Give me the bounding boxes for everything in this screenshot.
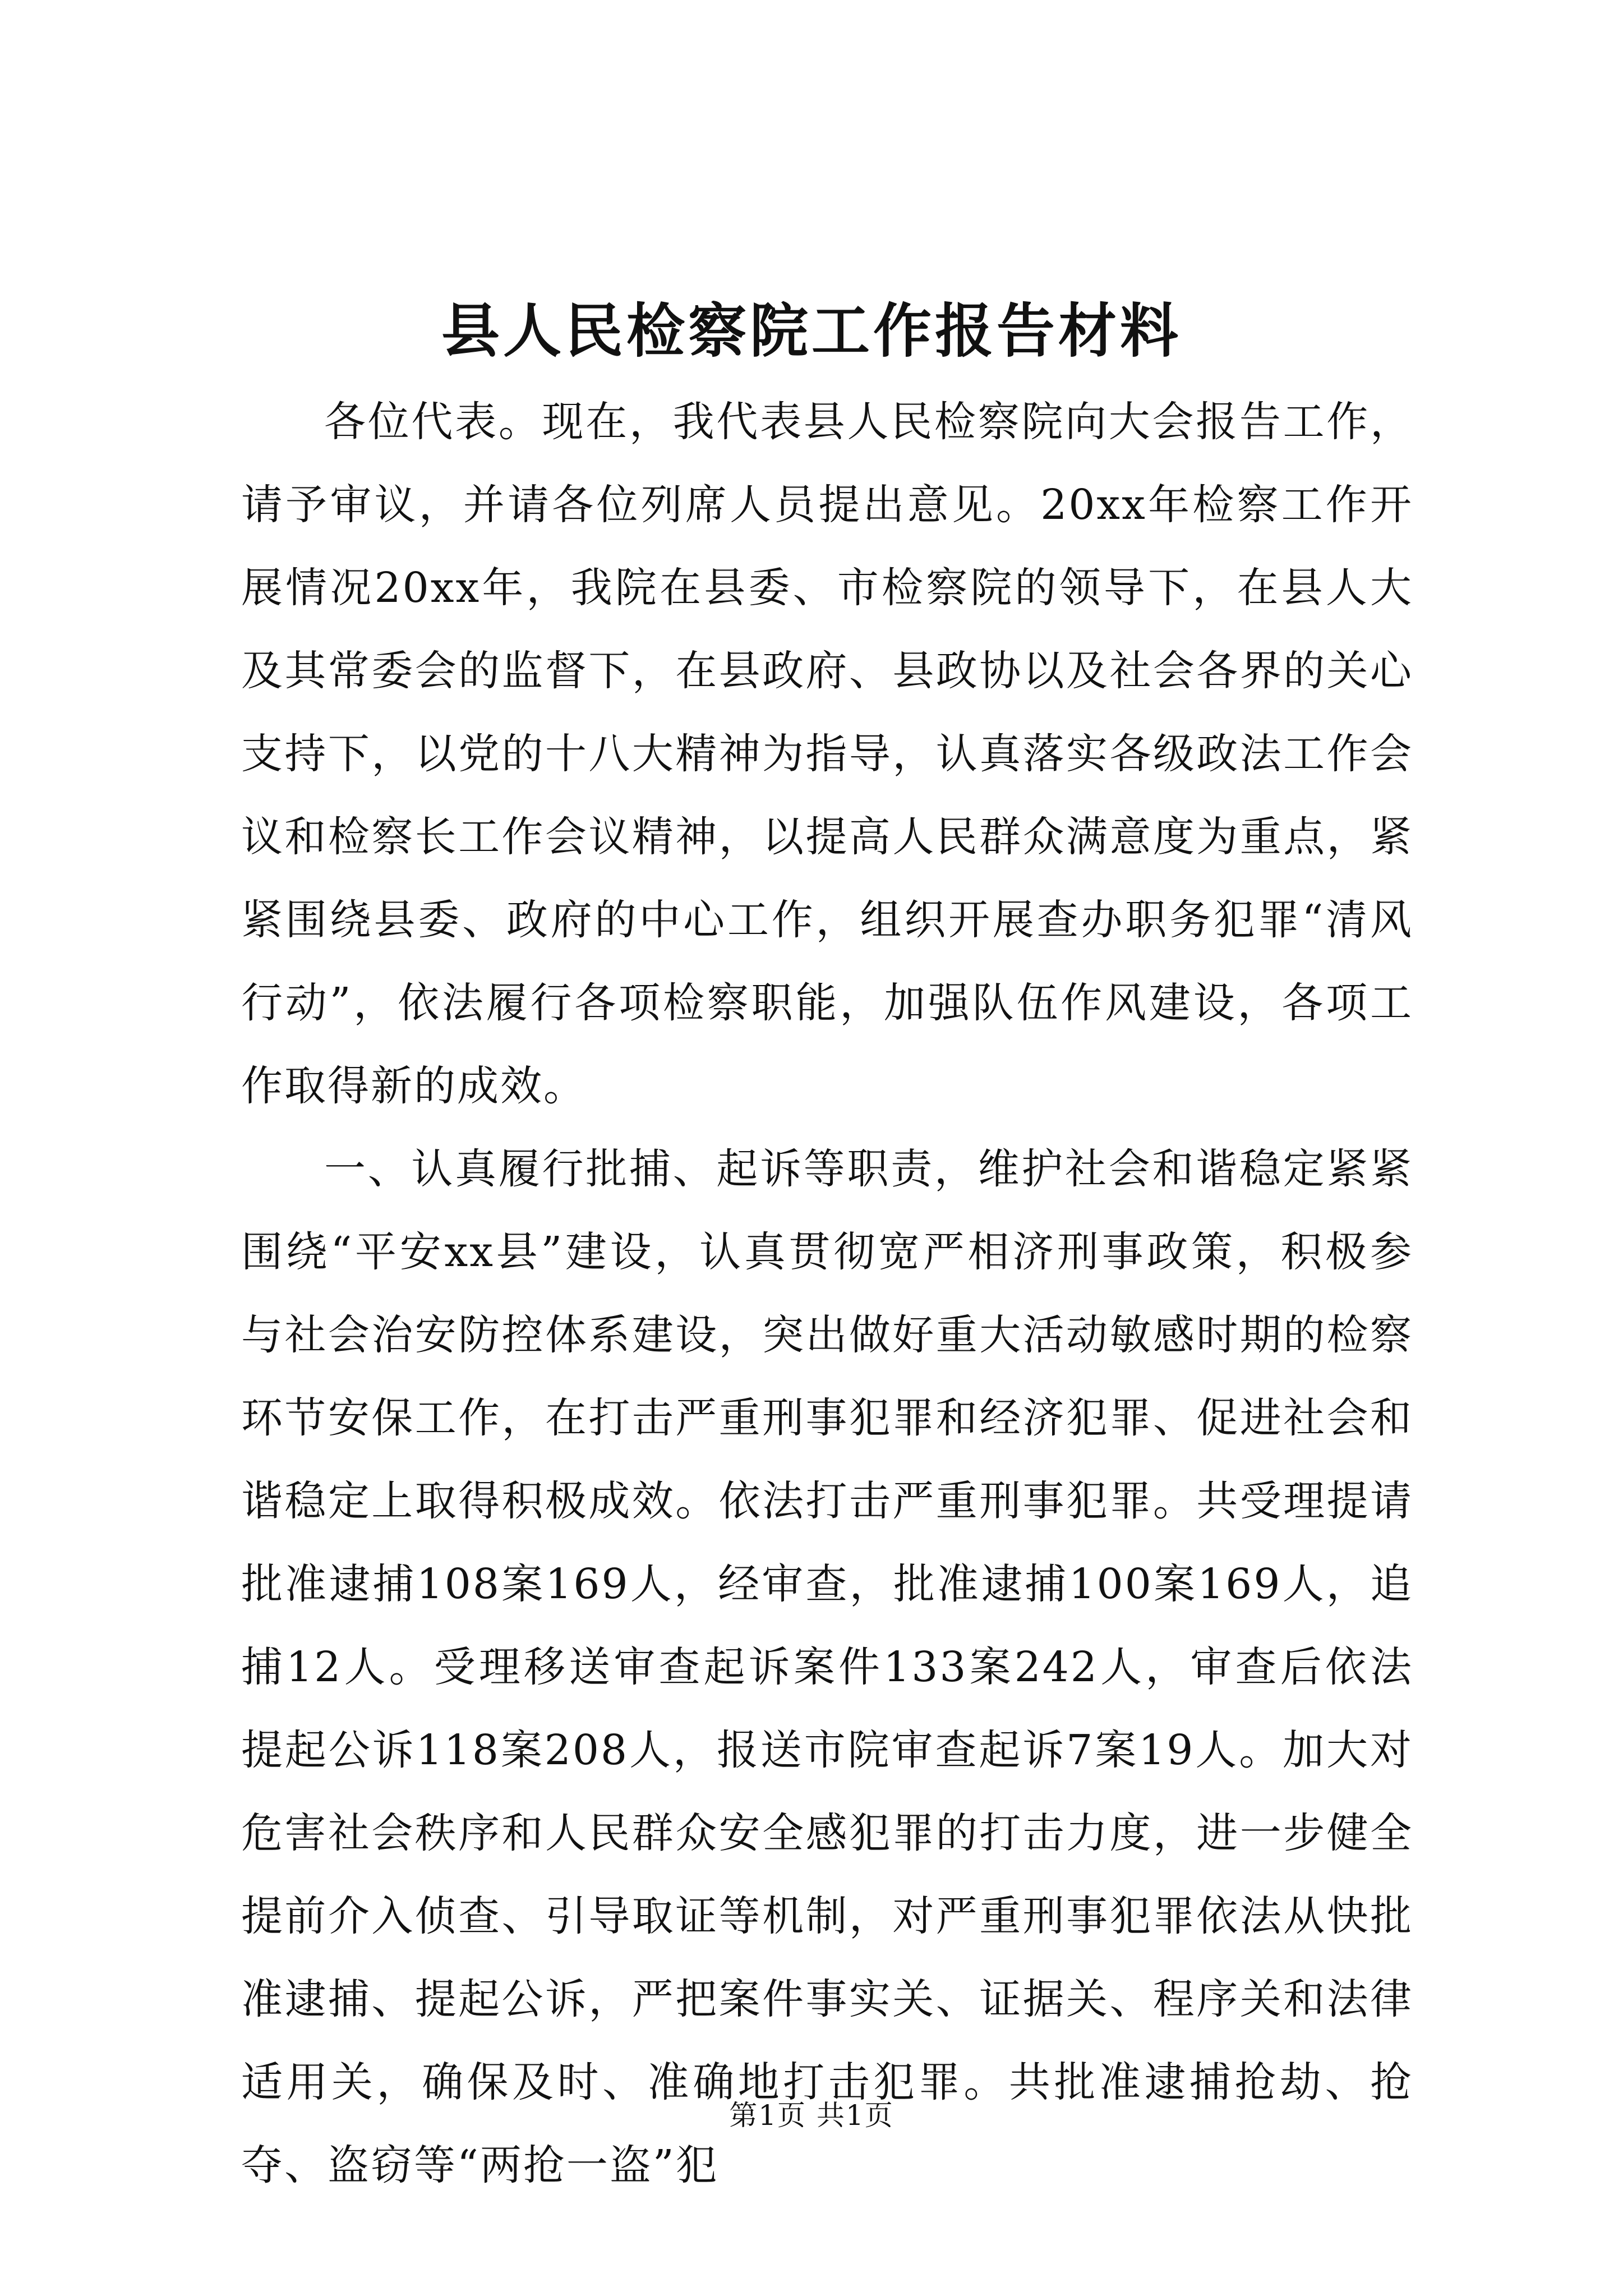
- page-footer: 第1页 共1页: [729, 2099, 894, 2132]
- document-body: [241, 380, 1413, 2207]
- paragraph-section-one: 一、认真履行批捕、起诉等职责，维护社会和谐稳定紧紧围绕“平安xx县”建设，认真贯彻宽严相济刑事政策，积极参与社会治安防控体系建设，突出做好重大活动敏感时期的检察环节安保工作，在打击严重刑事犯罪和经济犯罪、促进社会和谐稳定上取得积极成效。依法打击严重刑事犯罪。共受理提请批准逮捕108案169人，经审查，批准逮捕100案169人，追捕12人。受理移送审查起诉案件133案242人，审查后依法提起公诉118案208人，报送市院审查起诉7案19人。加大对危害社会秩序和人民群众安全感犯罪的打击力度，进一步健全提前介入侦查、引导取证等机制，对严重刑事犯罪依法从快批准逮捕、提起公诉，严把案件事实关、证据关、程序关和法律适用关，确保及时、准确地打击犯罪。共批准逮捕抢劫、抢夺、盗窃等“两抢一盗”犯: [241, 1145, 1413, 2189]
- document-title: 县人民检察院工作报告材料: [441, 296, 1182, 365]
- paragraph-intro: 各位代表。现在，我代表县人民检察院向大会报告工作，请予审议，并请各位列席人员提出意见。20xx年检察工作开展情况20xx年，我院在县委、市检察院的领导下，在县人大及其常委会的监督下，在县政府、县政协以及社会各界的关心支持下，以党的十八大精神为指导，认真落实各级政法工作会议和检察长工作会议精神，以提高人民群众满意度为重点，紧紧围绕县委、政府的中心工作，组织开展查办职务犯罪“清风行动”，依法履行各项检察职能，加强队伍作风建设，各项工作取得新的成效。: [241, 398, 1413, 1110]
